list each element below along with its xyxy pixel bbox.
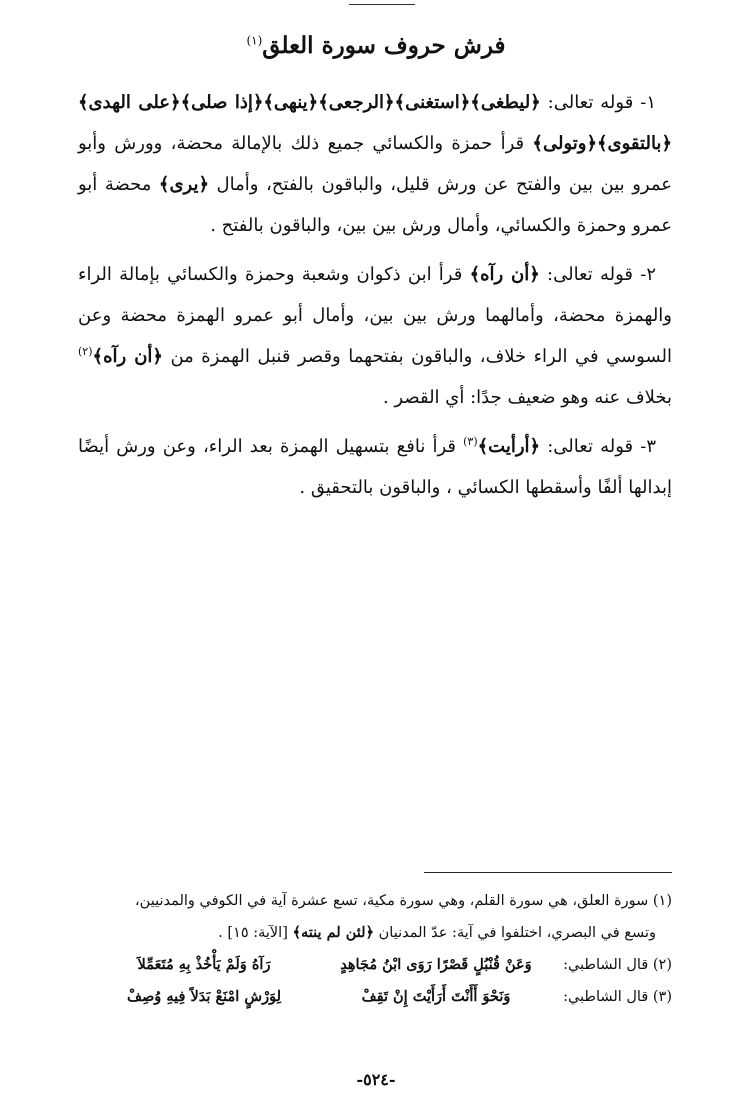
entry-text: قرأ ابن ذكوان وشعبة وحمزة والكسائي بإمالة الراء والهمزة محضة، وأمالهما ورش بين بين، وأمال أبو عمرو الهمزة محضة وعن السوسي في الراء خلاف، والباقون بفتحهما وقصر قنبل الهمزة من: [78, 264, 672, 367]
footnote-text: [الآية: ١٥] .: [218, 925, 293, 941]
entry-text: قرأ حمزة والكسائي جميع ذلك بالإمالة محضة، وورش وأبو عمرو بين بين والفتح عن ورش قليل، والباقون بالفتح، وأمال: [78, 133, 672, 195]
entry-number: ٣-: [633, 436, 656, 457]
entry-1: [78, 82, 672, 246]
page-title-text: فرش حروف سورة العلق: [262, 32, 506, 59]
footnote-ref: (٣): [463, 435, 478, 448]
footnote-label: (٢) قال الشاطبي:: [563, 957, 672, 973]
footnote-3-verse: [78, 981, 672, 1013]
entry-text: قرأ نافع بتسهيل الهمزة بعد الراء، وعن ورش أيضًا إبدالها ألفًا وأسقطها الكسائي ، والباقون بالتحقيق .: [78, 436, 672, 498]
footnote-rule: [424, 872, 672, 873]
verse-second-half: رَآهُ وَلَمْ يَأْخُذْ بِهِ مُتَعَمِّلاَ: [137, 956, 271, 973]
entry-lead: قوله تعالى:: [540, 436, 634, 457]
page-number: -٥٢٤-: [356, 1070, 396, 1089]
verse-first-half: وَعَنْ قُنْبُلٍ قَصْرًا رَوَى ابْنُ مُجَاهِدٍ: [340, 956, 532, 973]
quran-quote: ﴿ليطغى﴾﴿استغنى﴾﴿الرجعى﴾﴿ينهى﴾﴿إذا صلى﴾﴿على الهدى﴾﴿بالتقوى﴾﴿وتولى﴾: [78, 92, 672, 154]
footnote-label: (٣) قال الشاطبي:: [563, 989, 672, 1005]
quran-quote: ﴿أرأيت﴾: [477, 436, 541, 457]
footnotes: [78, 886, 672, 1013]
page-title: [0, 30, 752, 62]
footnote-1-line-1: (١) سورة العلق، هي سورة القلم، وهي سورة مكية، تسع عشرة آية في الكوفي والمدنيين،: [134, 893, 672, 909]
entry-number: ١-: [633, 92, 656, 113]
verse-first-half: وَنَحْوَ أَأَنْتَ أَرَأَيْتَ إِنْ تَقِفْ: [361, 988, 511, 1005]
main-text: [78, 82, 672, 516]
quran-quote: ﴿أن رآه﴾: [92, 346, 163, 367]
title-footnote-ref: (١): [246, 33, 263, 48]
footnote-text: وتسع في البصري، اختلفوا في آية: عدّ المدنيان: [374, 925, 656, 941]
verse-second-half: لِوَرْشٍ امْنَعْ بَدَلاً فِيهِ وُصِفْ: [126, 988, 281, 1005]
quran-quote: ﴿أن رآه﴾: [469, 264, 540, 285]
footnote-2-verse: [78, 949, 672, 981]
footnote-1-line-2: [78, 917, 672, 949]
entry-lead: قوله تعالى:: [540, 92, 634, 113]
entry-number: ٢-: [633, 264, 656, 285]
footnote-ref: (٢): [78, 345, 93, 358]
entry-2: [78, 254, 672, 418]
quran-quote: ﴿يرى﴾: [158, 174, 210, 195]
entry-lead: قوله تعالى:: [539, 264, 634, 285]
entry-text: بخلاف عنه وهو ضعيف جدًا: أي القصر .: [382, 387, 672, 408]
top-rule: [349, 4, 415, 5]
entry-text: محضة أبو عمرو وحمزة والكسائي، وأمال ورش بين بين، والباقون بالفتح .: [78, 174, 672, 236]
entry-3: [78, 426, 672, 508]
quran-quote: ﴿لئن لم ينته﴾: [292, 924, 375, 941]
